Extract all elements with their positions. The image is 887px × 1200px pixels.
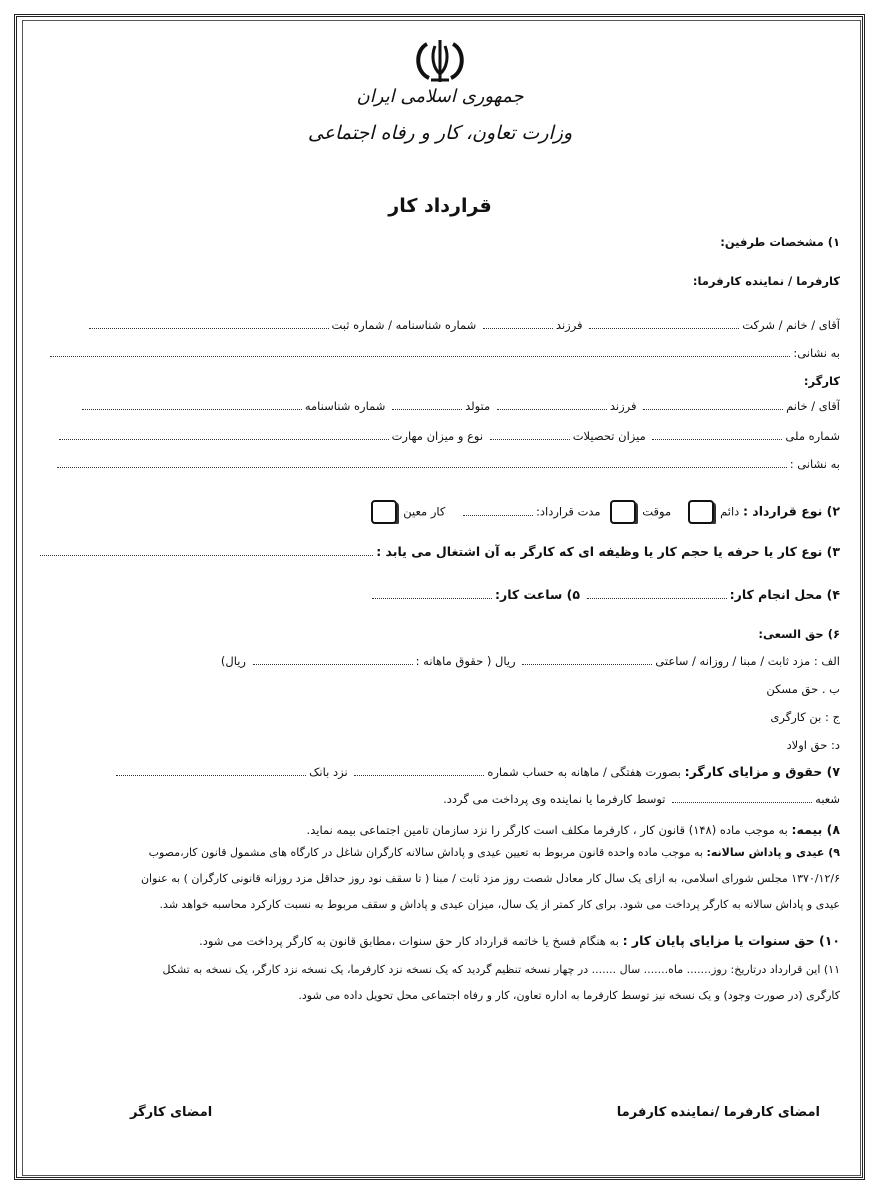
section-7-row: ۷) حقوق و مزایای کارگر: بصورت هفتگی / ماهانه به حساب شماره نزد بانک: [40, 764, 840, 779]
housing-row: ب . حق مسکن: [766, 682, 840, 696]
worker-signature-label: امضای کارگر: [130, 1105, 213, 1120]
section-10-row: ۱۰) حق سنوات یا مزایای پایان کار : به هنگام فسخ یا خاتمه قرارداد کار حق سنوات ،مطابق قانون به کارگر پرداخت می شود.: [199, 933, 840, 948]
wage-row: الف : مزد ثابت / مبنا / روزانه / ساعتی ریال ( حقوق ماهانه : ریال): [220, 654, 840, 668]
worker-name-row: آقای / خانم فرزند متولد شماره شناسنامه: [40, 399, 840, 413]
section-8-row: ۸) بیمه: به موجب ماده (۱۴۸) قانون کار ، کارفرما مکلف است کارگر را نزد سازمان تامین اجتماعی بیمه نماید.: [306, 822, 840, 837]
section-11-paragraph: ۱۱) این قرارداد درتاریخ: روز....... ماه....... سال ....... در چهار نسخه تنظیم گردید که یک نسخه نزد کارفرما، یک نسخه نزد کارگر، یک نسخه به تشکل کارگری (در صورت وجود) و یک نسخه نیز توسط کارفرما به اداره تعاون، کار و رفاه اجتماعی محل تحویل داده می شود.: [162, 963, 840, 1002]
permanent-checkbox[interactable]: [688, 500, 714, 524]
fixed-task-checkbox[interactable]: [371, 500, 397, 524]
document-title: قرارداد کار: [388, 195, 492, 217]
child-allowance-row: د: حق اولاد: [786, 738, 840, 752]
employer-signature-label: امضای کارفرما /نماینده کارفرما: [616, 1105, 820, 1120]
employer-name-row: آقای / خانم / شرکت فرزند شماره شناسنامه / شماره ثبت: [40, 318, 840, 332]
iran-emblem-icon: [405, 38, 475, 84]
temporary-checkbox[interactable]: [610, 500, 636, 524]
contract-page: [40, 30, 840, 1170]
section-6-heading: ۶) حق السعی:: [758, 627, 840, 641]
worker-bonus-row: ج : بن کارگری: [770, 710, 840, 724]
section-3-row: ۳) نوع کار یا حرفه یا حجم کار یا وظیفه ای که کارگر به آن اشتغال می یابد :: [40, 544, 840, 559]
header-line-2: وزارت تعاون، کار و رفاه اجتماعی: [307, 122, 573, 144]
section-7-branch-row: شعبه توسط کارفرما یا نماینده وی پرداخت می گردد.: [443, 792, 840, 806]
header-line-1: جمهوری اسلامی ایران: [356, 86, 524, 107]
employer-address-row: به نشانی:: [40, 346, 840, 360]
section-9-paragraph: ۹) عیدی و پاداش سالانه: به موجب ماده واحده قانون مربوط به تعیین عیدی و پاداش سالانه کارگران شاغل در کارگاه های مشمول قانون کار،مصوب ۱۳۷۰/۱۲/۶ مجلس شورای اسلامی، به ازای یک سال کار معادل شصت روز مزد ثابت / مبنا ( تا سقف نود روز حداقل مزد روزانه قانونی کارگران ) به عنوان عیدی و پاداش سالانه به کارگر پرداخت می شود. برای کار کمتر از یک سال، میزان عیدی و پاداش و سقف مربوط به نسبت کارکرد محاسبه خواهد شد.: [140, 846, 840, 911]
worker-heading: کارگر:: [803, 374, 840, 388]
employer-heading: کارفرما / نماینده کارفرما:: [692, 274, 840, 288]
contract-type-row: ۲) نوع قرارداد : دائم موقت مدت قرارداد: کار معین: [40, 500, 840, 524]
section-4-row: ۴) محل انجام کار: ۵) ساعت کار:: [40, 587, 840, 602]
section-1-heading: ۱) مشخصات طرفین:: [720, 235, 840, 249]
worker-national-row: شماره ملی میزان تحصیلات نوع و میزان مهارت: [40, 429, 840, 443]
worker-address-row: به نشانی :: [40, 457, 840, 471]
